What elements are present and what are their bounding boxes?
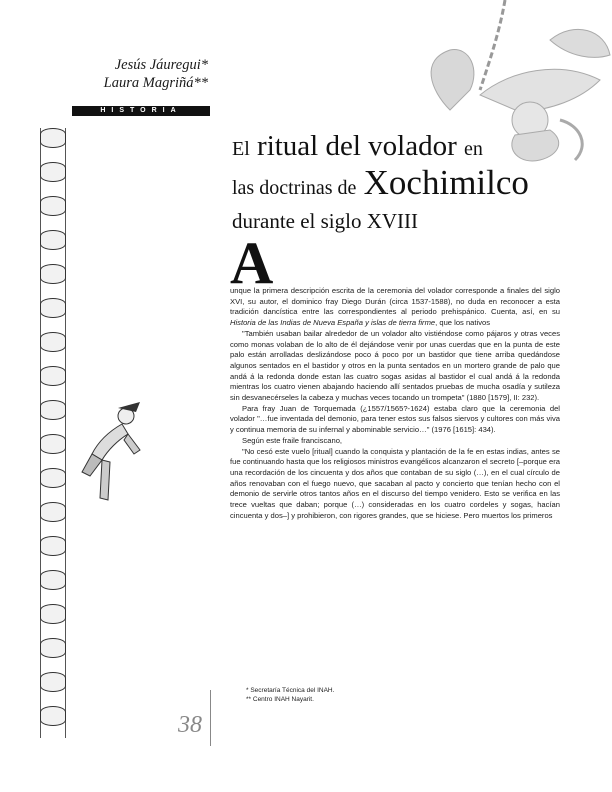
pole-rung: [40, 570, 66, 590]
pole-rung: [40, 604, 66, 624]
article-body: [230, 286, 560, 521]
pole-rung: [40, 366, 66, 386]
pole-rung: [40, 332, 66, 352]
body-paragraph: "No cesó este vuelo [ritual] cuando la conquista y plantación de la fe en estas indias, antes se fue continuando hasta que los religiosos ministros evangélicos alcanzaron el secreto [–porque era una recordación de los cincuenta y dos años que contaban de su siglo (…), en el cual círculo de años renovaban con el fuego nuevo, que sacaban al pacto y concierto que tenían hecho con el demonio de servirle otros tantos años en el discurso del tiempo venidero. Esto se verifica en las trece vueltas que daban; porque (…) consideradas en los cuatro cordeles y sogas, hacían cincuenta y dos–] y prohibieron, con rigores grandes, que se hiciese. Pero muertos los primeros: [230, 446, 560, 520]
title-line-2: las doctrinas de Xochimilco: [232, 163, 529, 202]
page-number-rule: [210, 690, 211, 746]
pole-rung: [40, 502, 66, 522]
page-number: 38: [178, 712, 202, 738]
body-paragraph: "También usaban bailar alrededor de un volador alto vistiéndose como pájaros y otras veces como monas volaban de lo alto de él dejándose venir por unas cuerdas que en la punta de este palo están arrolladas deslizándose poco á poco por un bastidor que tiene arriba quedándose algunos sentados en el bastidor y otros en la punta sentados en un mortero grande de palo que andá á la redonda donde estan las cuatro sogas asidas al bastidor el cual andá á la redonda mientras los cuatro vienen abajando haciendo allí sentados pruebas de mucha osadía y sutileza sin desvanecérseles la cabeza y muchas veces tocando un trompeta" (1880 [1579], II: 232).: [230, 328, 560, 403]
body-paragraph: unque la primera descripción escrita de la ceremonia del volador corresponde a finales del siglo XVI, su autor, el dominico fray Diego Durán (circa 1537-1588), no duda en reconocer a esta tradición dancística entre las correspondientes al periodo prehispánico. Cuenta, así, en su Historia de las Indias de Nueva España y islas de tierra firme, que los nativos: [230, 286, 560, 328]
pole-rung: [40, 298, 66, 318]
body-paragraph: Para fray Juan de Torquemada (¿1557/1565?-1624) estaba claro que la ceremonia del volador "…fue inventada del demonio, para tener estos sus falsos siervos y cultores con más viva y continua memoria de su infernal y abominable servicio…" (1976 [1615]: 434).: [230, 403, 560, 435]
author-name: Laura Magriñá**: [103, 75, 208, 91]
pole-rung: [40, 672, 66, 692]
pole-rung: [40, 196, 66, 216]
pole-rung: [40, 536, 66, 556]
section-label: HISTORIA: [72, 106, 210, 116]
pole-rung: [40, 434, 66, 454]
pole-rung: [40, 706, 66, 726]
footnotes: [246, 686, 446, 704]
flyer-figure-illustration: [78, 402, 148, 512]
title-line-1: El ritual del volador en: [232, 130, 483, 162]
drop-cap: A: [230, 230, 274, 296]
footnote: ** Centro INAH Nayarit.: [246, 696, 314, 703]
body-paragraph: Según este fraile franciscano,: [242, 435, 343, 445]
pole-rung: [40, 400, 66, 420]
footnote: * Secretaría Técnica del INAH.: [246, 687, 335, 694]
volador-pole-illustration: [40, 128, 66, 738]
pole-rung: [40, 162, 66, 182]
author-name: Jesús Jáuregui*: [114, 57, 208, 73]
pole-rung: [40, 264, 66, 284]
pole-rung: [40, 230, 66, 250]
authors-block: [98, 56, 208, 92]
pole-rung: [40, 638, 66, 658]
book-title: Historia de las Indias de Nueva España y islas de tierra firme: [230, 318, 436, 328]
pole-rung: [40, 128, 66, 148]
title-line-3: durante el siglo XVIII: [232, 209, 419, 233]
pole-rung: [40, 468, 66, 488]
article-title: [232, 130, 562, 236]
